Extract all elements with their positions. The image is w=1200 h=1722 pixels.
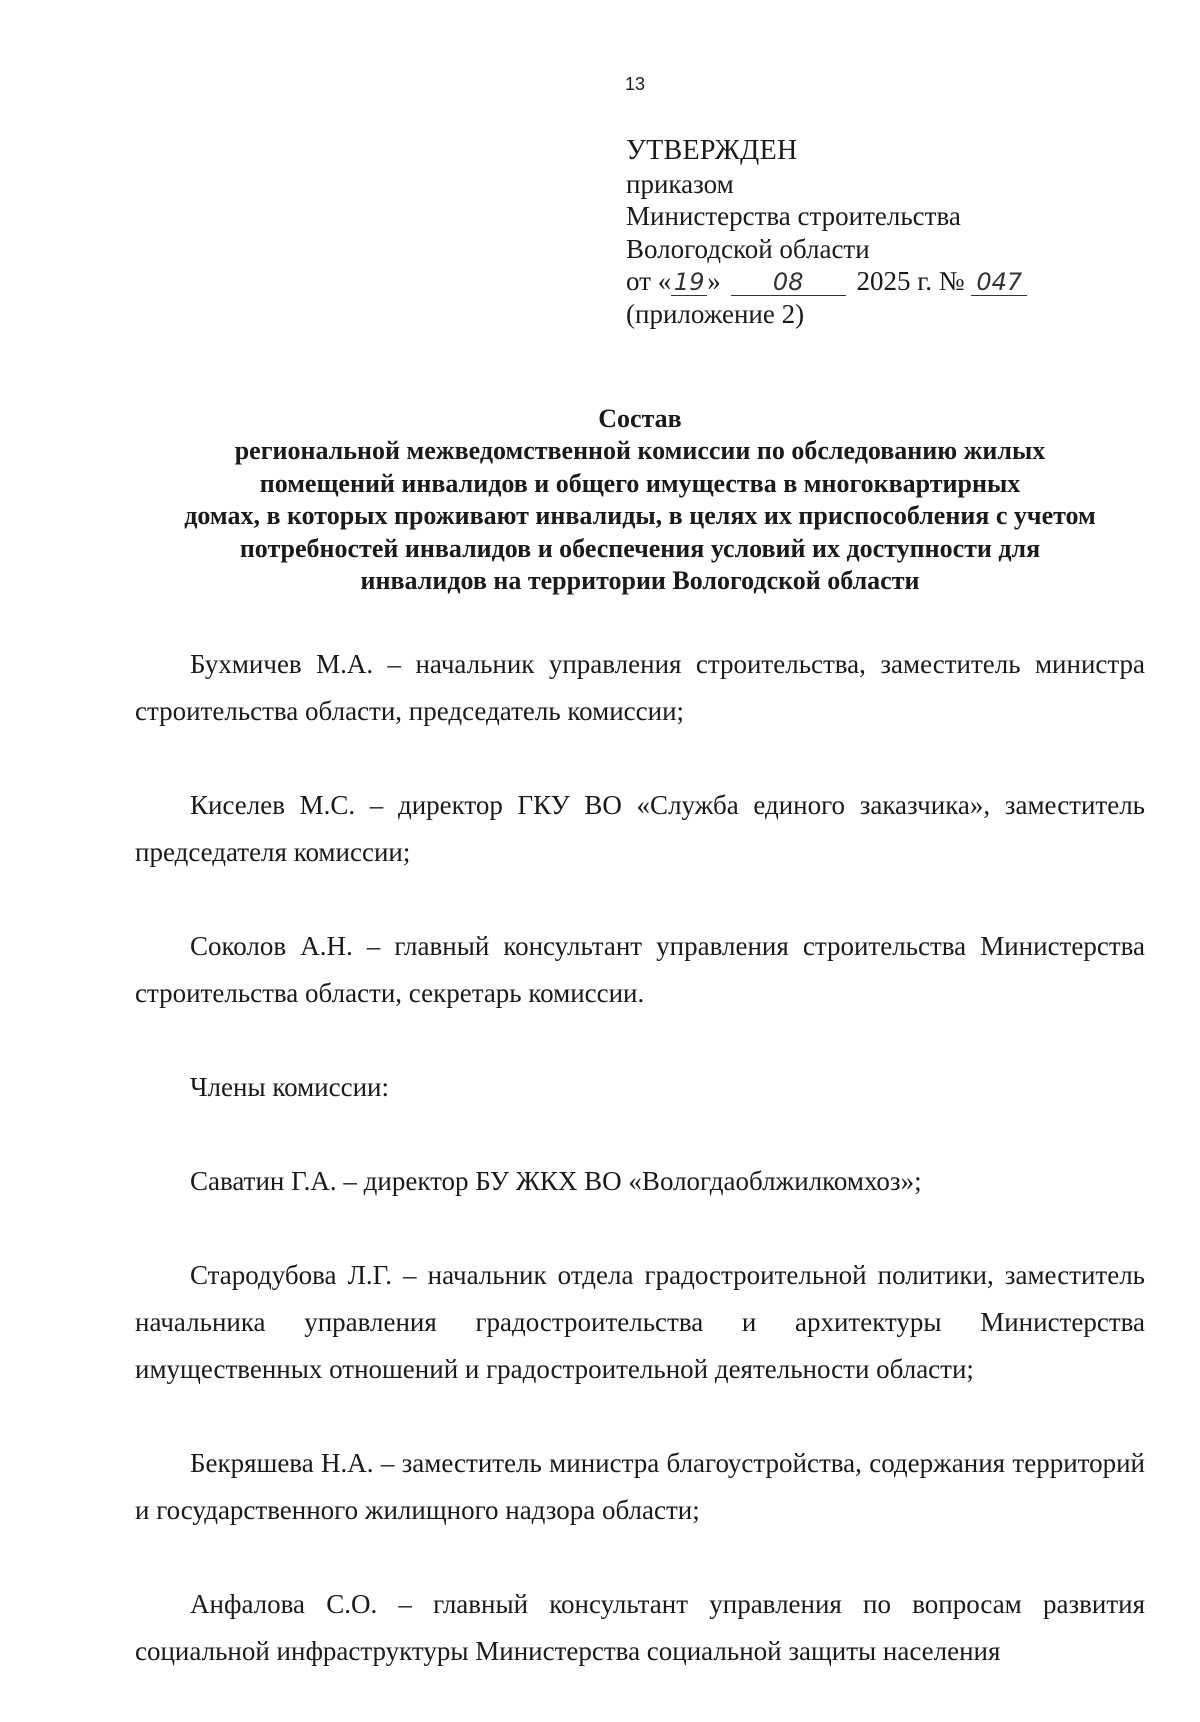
member-paragraph: Анфалова С.О. – главный консультант управления по вопросам развития социальной инфраструктуры Министерства социальной защиты населения bbox=[135, 1589, 1145, 1666]
title-line-2: региональной межведомственной комиссии по обследованию жилых bbox=[234, 436, 1046, 466]
title-line-1: Состав bbox=[598, 404, 682, 433]
approval-appendix: (приложение 2) bbox=[626, 298, 805, 329]
member-paragraph: Бекряшева Н.А. – заместитель министра благоустройства, содержания территорий и государственного жилищного надзора области; bbox=[135, 1448, 1145, 1525]
member-paragraph-deputy-chairman: Киселев М.С. – директор ГКУ ВО «Служба единого заказчика», заместитель председателя комиссии; bbox=[135, 790, 1145, 867]
approval-line-region: Вологодской области bbox=[626, 233, 870, 264]
approval-date-line bbox=[626, 265, 1027, 298]
date-year: 2025 г. № bbox=[856, 266, 965, 296]
title-line-5: потребностей инвалидов и обеспечения условий их доступности для bbox=[239, 533, 1041, 563]
member-paragraph: Саватин Г.А. – директор БУ ЖКХ ВО «Вологдаоблжилкомхоз»; bbox=[190, 1166, 922, 1196]
member-paragraph: Стародубова Л.Г. – начальник отдела градостроительной политики, заместитель начальника управления градостроительства и архитектуры Министерства имущественных отношений и градостроительной деятельности области; bbox=[135, 1260, 1145, 1384]
approval-line-order: приказом bbox=[626, 168, 734, 199]
order-number-handwritten: 047 bbox=[971, 269, 1027, 296]
title-line-4: домах, в которых проживают инвалиды, в целях их приспособления с учетом bbox=[184, 501, 1096, 531]
title-line-3: помещений инвалидов и общего имущества в многоквартирных bbox=[259, 468, 1021, 498]
document-title bbox=[135, 403, 1145, 597]
date-mid: » bbox=[707, 266, 721, 296]
member-paragraph-secretary: Соколов А.Н. – главный консультант управления строительства Министерства строительства области, секретарь комиссии. bbox=[135, 931, 1145, 1008]
approval-heading: УТВЕРЖДЕН bbox=[626, 135, 798, 166]
date-month-handwritten: 08 bbox=[731, 269, 846, 296]
member-paragraph-chairman: Бухмичев М.А. – начальник управления строительства, заместитель министра строительства области, председатель комиссии; bbox=[135, 649, 1145, 726]
document-body bbox=[135, 641, 1145, 1722]
date-day-handwritten: 19 bbox=[671, 269, 707, 296]
approval-stamp bbox=[626, 135, 1027, 330]
title-line-6: инвалидов на территории Вологодской области bbox=[360, 566, 920, 596]
date-prefix: от « bbox=[626, 266, 672, 296]
members-label: Члены комиссии: bbox=[190, 1072, 389, 1102]
approval-line-ministry: Министерства строительства bbox=[626, 201, 961, 231]
page-number: 13 bbox=[624, 74, 646, 94]
